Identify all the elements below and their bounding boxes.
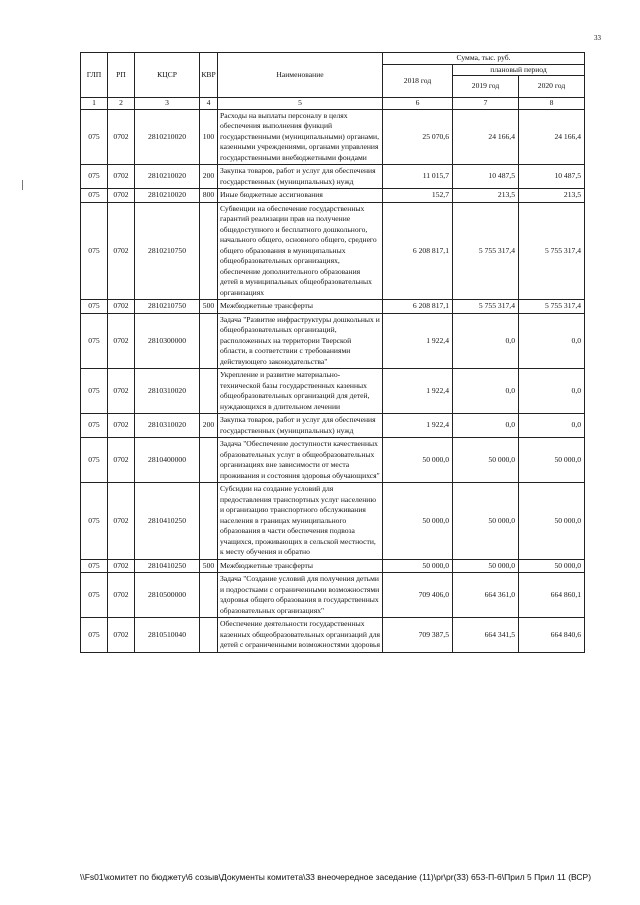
row-kcsr: 2810310020 [135, 414, 200, 438]
header-name: Наименование [218, 53, 383, 98]
row-value-2020: 664 840,6 [519, 618, 585, 653]
row-kvr [200, 573, 218, 618]
row-gp: 075 [81, 300, 108, 314]
row-kvr: 800 [200, 189, 218, 203]
row-kvr [200, 483, 218, 560]
header-gp: ГЛП [81, 53, 108, 98]
page-number: 33 [594, 34, 601, 42]
row-kvr: 200 [200, 165, 218, 189]
row-kcsr: 2810210020 [135, 165, 200, 189]
row-kvr [200, 202, 218, 300]
table-row [81, 483, 585, 560]
table-row [81, 618, 585, 653]
row-gp: 075 [81, 438, 108, 483]
row-value-2019: 50 000,0 [453, 438, 519, 483]
row-kcsr: 2810210750 [135, 202, 200, 300]
row-rp: 0702 [108, 300, 135, 314]
row-value-2018: 1 922,4 [383, 313, 453, 369]
row-kcsr: 2810510040 [135, 618, 200, 653]
row-value-2019: 0,0 [453, 313, 519, 369]
row-value-2018: 11 015,7 [383, 165, 453, 189]
margin-mark [22, 180, 23, 190]
row-rp: 0702 [108, 483, 135, 560]
row-value-2020: 10 487,5 [519, 165, 585, 189]
row-value-2019: 5 755 317,4 [453, 300, 519, 314]
row-kvr: 500 [200, 300, 218, 314]
row-gp: 075 [81, 189, 108, 203]
table-row [81, 414, 585, 438]
row-kcsr: 2810210020 [135, 189, 200, 203]
col-number: 8 [519, 98, 585, 110]
row-rp: 0702 [108, 618, 135, 653]
table-row [81, 438, 585, 483]
row-value-2018: 152,7 [383, 189, 453, 203]
row-kcsr: 2810210020 [135, 109, 200, 165]
row-name: Обеспечение деятельности государственных казенных общеобразовательных организаций для детей с ограниченными возможностями здоровья [218, 618, 383, 653]
row-value-2018: 50 000,0 [383, 438, 453, 483]
row-value-2018: 1 922,4 [383, 414, 453, 438]
col-number: 2 [108, 98, 135, 110]
row-name: Межбюджетные трансферты [218, 559, 383, 573]
row-value-2020: 664 860,1 [519, 573, 585, 618]
row-value-2018: 709 406,0 [383, 573, 453, 618]
row-gp: 075 [81, 573, 108, 618]
row-value-2020: 50 000,0 [519, 483, 585, 560]
row-value-2020: 0,0 [519, 313, 585, 369]
row-kcsr: 2810500000 [135, 573, 200, 618]
header-planned: плановый период [453, 64, 585, 76]
row-kvr: 500 [200, 559, 218, 573]
row-rp: 0702 [108, 573, 135, 618]
row-gp: 075 [81, 369, 108, 414]
row-kcsr: 2810400000 [135, 438, 200, 483]
row-value-2020: 213,5 [519, 189, 585, 203]
row-gp: 075 [81, 414, 108, 438]
row-value-2019: 0,0 [453, 414, 519, 438]
row-rp: 0702 [108, 369, 135, 414]
table-row [81, 313, 585, 369]
row-gp: 075 [81, 313, 108, 369]
col-number: 4 [200, 98, 218, 110]
row-value-2018: 6 208 817,1 [383, 202, 453, 300]
table-row [81, 109, 585, 165]
col-number: 3 [135, 98, 200, 110]
row-value-2020: 24 166,4 [519, 109, 585, 165]
row-kcsr: 2810410250 [135, 483, 200, 560]
row-gp: 075 [81, 559, 108, 573]
row-name: Межбюджетные трансферты [218, 300, 383, 314]
row-rp: 0702 [108, 438, 135, 483]
row-kcsr: 2810300000 [135, 313, 200, 369]
row-value-2020: 0,0 [519, 369, 585, 414]
budget-table [80, 52, 585, 653]
row-rp: 0702 [108, 165, 135, 189]
table-body [81, 53, 585, 653]
row-value-2020: 50 000,0 [519, 438, 585, 483]
row-gp: 075 [81, 165, 108, 189]
row-value-2020: 0,0 [519, 414, 585, 438]
header-sum: Сумма, тыс. руб. [383, 53, 585, 65]
row-kcsr: 2810210750 [135, 300, 200, 314]
table-row [81, 189, 585, 203]
row-name: Закупка товаров, работ и услуг для обеспечения государственных (муниципальных) нужд [218, 414, 383, 438]
row-name: Иные бюджетные ассигнования [218, 189, 383, 203]
row-name: Укрепление и развитие материально-технической базы государственных казенных общеобразовательных организаций для детей, нуждающихся в длительном лечении [218, 369, 383, 414]
row-value-2019: 5 755 317,4 [453, 202, 519, 300]
row-name: Задача "Обеспечение доступности качественных образовательных услуг в общеобразовательных организациях вне зависимости от места проживания и состояния здоровья обучающихся" [218, 438, 383, 483]
table-row [81, 559, 585, 573]
table-row [81, 202, 585, 300]
row-kvr: 100 [200, 109, 218, 165]
table-row [81, 165, 585, 189]
row-kvr [200, 618, 218, 653]
header-2019: 2019 год [453, 76, 519, 98]
col-number: 6 [383, 98, 453, 110]
row-kcsr: 2810410250 [135, 559, 200, 573]
row-value-2019: 664 361,0 [453, 573, 519, 618]
table-row [81, 300, 585, 314]
row-kcsr: 2810310020 [135, 369, 200, 414]
row-value-2019: 50 000,0 [453, 559, 519, 573]
row-value-2018: 1 922,4 [383, 369, 453, 414]
file-path-footer: \\Fs01\комитет по бюджету\6 созыв\Документы комитета\33 внеочередное заседание (11)\pr\pr(33) 653-П-6\Прил 5 Прил 11 (ВСР) [80, 872, 592, 882]
header-2018: 2018 год [383, 64, 453, 98]
row-kvr [200, 438, 218, 483]
row-value-2019: 213,5 [453, 189, 519, 203]
col-number: 1 [81, 98, 108, 110]
row-value-2020: 5 755 317,4 [519, 202, 585, 300]
table-row [81, 369, 585, 414]
row-rp: 0702 [108, 189, 135, 203]
row-rp: 0702 [108, 109, 135, 165]
row-kvr: 200 [200, 414, 218, 438]
row-name: Субвенции на обеспечение государственных гарантий реализации прав на получение общедоступного и бесплатного дошкольного, начального общего, основного общего, среднего общего образования в муниципальных общеобразовательных организациях, обеспечение дополнительного образования детей в муниципальных общеобразовательных организациях [218, 202, 383, 300]
row-gp: 075 [81, 109, 108, 165]
header-rp: РП [108, 53, 135, 98]
row-value-2020: 50 000,0 [519, 559, 585, 573]
row-value-2019: 664 341,5 [453, 618, 519, 653]
row-rp: 0702 [108, 559, 135, 573]
row-value-2019: 10 487,5 [453, 165, 519, 189]
header-kvr: КВР [200, 53, 218, 98]
row-rp: 0702 [108, 313, 135, 369]
row-gp: 075 [81, 483, 108, 560]
row-name: Задача "Создание условий для получения детьми и подростками с ограниченными возможностями здоровья общего образования в государственных образовательных организациях" [218, 573, 383, 618]
row-name: Расходы на выплаты персоналу в целях обеспечения выполнения функций государственными (муниципальными) органами, казенными учреждениями, органами управления государственными внебюджетными фондами [218, 109, 383, 165]
row-value-2019: 24 166,4 [453, 109, 519, 165]
row-value-2018: 6 208 817,1 [383, 300, 453, 314]
row-gp: 075 [81, 618, 108, 653]
row-value-2019: 50 000,0 [453, 483, 519, 560]
col-number: 7 [453, 98, 519, 110]
table-row [81, 573, 585, 618]
row-kvr [200, 369, 218, 414]
row-name: Субсидии на создание условий для предоставления транспортных услуг населению и организацию транспортного обслуживания населения в границах муниципального образования в части обеспечения подвоза учащихся, проживающих в сельской местности, к месту обучения и обратно [218, 483, 383, 560]
row-value-2019: 0,0 [453, 369, 519, 414]
row-value-2018: 709 387,5 [383, 618, 453, 653]
row-rp: 0702 [108, 414, 135, 438]
row-kvr [200, 313, 218, 369]
row-value-2018: 50 000,0 [383, 483, 453, 560]
header-kcsr: КЦСР [135, 53, 200, 98]
row-name: Закупка товаров, работ и услуг для обеспечения государственных (муниципальных) нужд [218, 165, 383, 189]
col-number: 5 [218, 98, 383, 110]
row-rp: 0702 [108, 202, 135, 300]
row-value-2018: 50 000,0 [383, 559, 453, 573]
row-value-2018: 25 070,6 [383, 109, 453, 165]
row-value-2020: 5 755 317,4 [519, 300, 585, 314]
header-2020: 2020 год [519, 76, 585, 98]
row-name: Задача "Развитие инфраструктуры дошкольных и общеобразовательных организаций, расположенных на территории Тверской области, в соответствии с требованиями действующего законодательства" [218, 313, 383, 369]
row-gp: 075 [81, 202, 108, 300]
